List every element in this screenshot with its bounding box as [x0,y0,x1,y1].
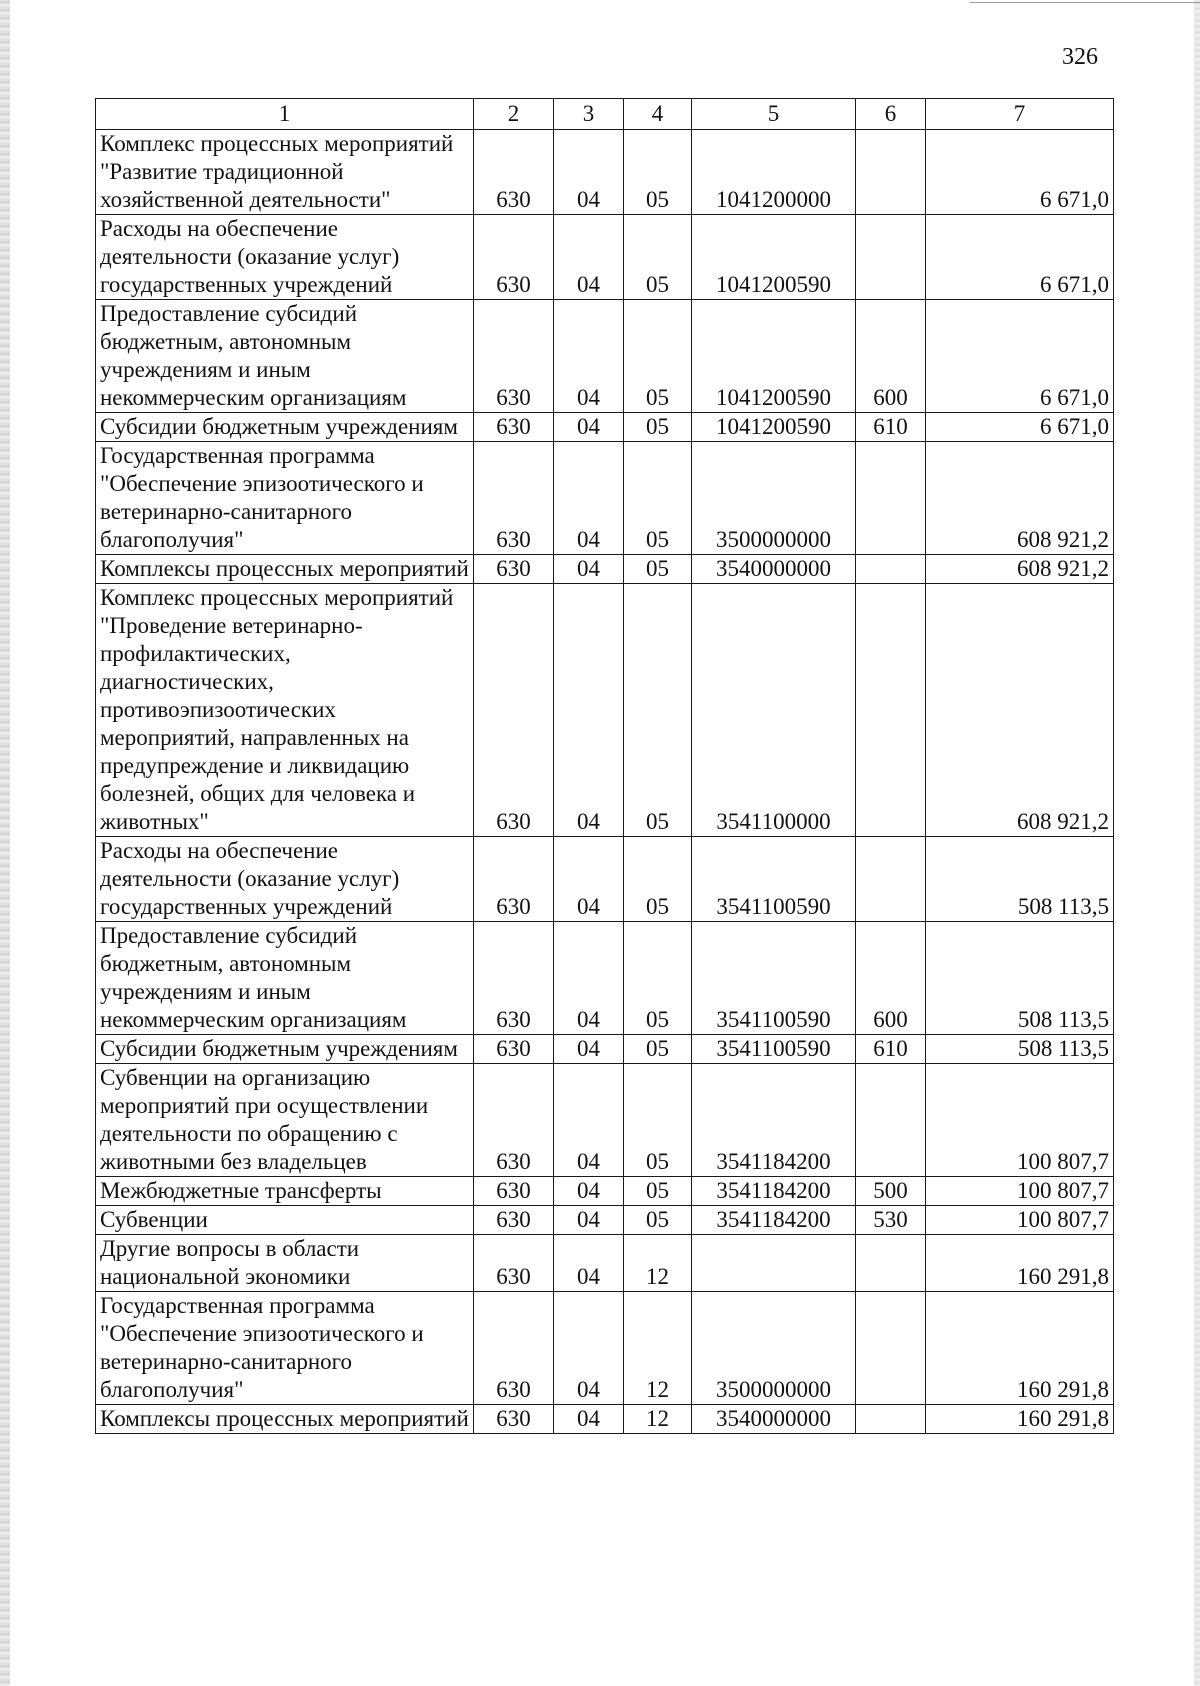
grbs-code: 630 [474,922,554,1035]
expense-type-code: 600 [856,922,926,1035]
subsection-code: 05 [624,442,692,555]
target-article-code: 3541184200 [692,1064,856,1177]
subsection-code: 05 [624,300,692,413]
expense-type-code: 610 [856,1035,926,1064]
section-code: 04 [554,1405,624,1434]
amount: 160 291,8 [926,1235,1114,1292]
grbs-code: 630 [474,584,554,837]
grbs-code: 630 [474,555,554,584]
section-code: 04 [554,922,624,1035]
section-code: 04 [554,300,624,413]
header-col-2: 2 [474,99,554,130]
expense-name: Комплексы процессных мероприятий [96,1405,474,1434]
target-article-code [692,1235,856,1292]
expense-name: Комплексы процессных мероприятий [96,555,474,584]
expense-name: Субвенции [96,1206,474,1235]
expense-name: Межбюджетные трансферты [96,1177,474,1206]
expense-type-code: 600 [856,300,926,413]
expense-name: Государственная программа "Обеспечение эпизоотического и ветеринарно-санитарного благополучия" [96,442,474,555]
table-row [96,555,1114,584]
target-article-code: 3541184200 [692,1206,856,1235]
scan-edge-right [1194,0,1200,1686]
section-code: 04 [554,1292,624,1405]
grbs-code: 630 [474,1206,554,1235]
section-code: 04 [554,442,624,555]
grbs-code: 630 [474,300,554,413]
amount: 160 291,8 [926,1292,1114,1405]
section-code: 04 [554,1235,624,1292]
target-article-code: 3541100000 [692,584,856,837]
subsection-code: 05 [624,837,692,922]
scan-top-line [970,2,1200,3]
grbs-code: 630 [474,1405,554,1434]
table-row [96,442,1114,555]
table-row [96,1206,1114,1235]
amount: 608 921,2 [926,584,1114,837]
table-row [96,922,1114,1035]
subsection-code: 12 [624,1292,692,1405]
expense-type-code: 500 [856,1177,926,1206]
grbs-code: 630 [474,1064,554,1177]
subsection-code: 05 [624,1177,692,1206]
target-article-code: 1041200590 [692,413,856,442]
subsection-code: 05 [624,413,692,442]
header-col-4: 4 [624,99,692,130]
subsection-code: 05 [624,1035,692,1064]
expense-type-code: 530 [856,1206,926,1235]
section-code: 04 [554,1064,624,1177]
target-article-code: 3541184200 [692,1177,856,1206]
target-article-code: 3540000000 [692,555,856,584]
table-row [96,215,1114,300]
expense-name: Субвенции на организацию мероприятий при осуществлении деятельности по обращению с животными без владельцев [96,1064,474,1177]
amount: 6 671,0 [926,300,1114,413]
grbs-code: 630 [474,130,554,215]
table-row [96,1235,1114,1292]
grbs-code: 630 [474,837,554,922]
expense-name: Другие вопросы в области национальной экономики [96,1235,474,1292]
target-article-code: 3541100590 [692,837,856,922]
grbs-code: 630 [474,1292,554,1405]
section-code: 04 [554,837,624,922]
header-col-1: 1 [96,99,474,130]
amount: 100 807,7 [926,1177,1114,1206]
amount: 608 921,2 [926,555,1114,584]
expense-name: Предоставление субсидий бюджетным, автономным учреждениям и иным некоммерческим организациям [96,300,474,413]
target-article-code: 3541100590 [692,922,856,1035]
amount: 160 291,8 [926,1405,1114,1434]
subsection-code: 05 [624,584,692,837]
table-row [96,584,1114,837]
expense-name: Расходы на обеспечение деятельности (оказание услуг) государственных учреждений [96,837,474,922]
section-code: 04 [554,1206,624,1235]
target-article-code: 3500000000 [692,1292,856,1405]
expense-name: Расходы на обеспечение деятельности (оказание услуг) государственных учреждений [96,215,474,300]
amount: 608 921,2 [926,442,1114,555]
expense-type-code [856,584,926,837]
amount: 508 113,5 [926,1035,1114,1064]
budget-table [95,98,1114,1434]
amount: 508 113,5 [926,922,1114,1035]
section-code: 04 [554,215,624,300]
table-row [96,1405,1114,1434]
scan-edge-left [0,0,10,1686]
expense-type-code: 610 [856,413,926,442]
expense-type-code [856,1235,926,1292]
table-row [96,130,1114,215]
grbs-code: 630 [474,215,554,300]
grbs-code: 630 [474,413,554,442]
section-code: 04 [554,413,624,442]
table-row [96,837,1114,922]
expense-name: Субсидии бюджетным учреждениям [96,1035,474,1064]
table-row [96,1177,1114,1206]
table-row [96,413,1114,442]
target-article-code: 3500000000 [692,442,856,555]
subsection-code: 05 [624,555,692,584]
amount: 100 807,7 [926,1064,1114,1177]
expense-type-code [856,555,926,584]
section-code: 04 [554,130,624,215]
grbs-code: 630 [474,1235,554,1292]
subsection-code: 05 [624,1064,692,1177]
table-row [96,1064,1114,1177]
expense-type-code [856,442,926,555]
target-article-code: 3540000000 [692,1405,856,1434]
expense-type-code [856,215,926,300]
section-code: 04 [554,1177,624,1206]
expense-name: Субсидии бюджетным учреждениям [96,413,474,442]
subsection-code: 05 [624,130,692,215]
section-code: 04 [554,555,624,584]
table-row [96,300,1114,413]
expense-type-code [856,1405,926,1434]
section-code: 04 [554,1035,624,1064]
header-col-7: 7 [926,99,1114,130]
subsection-code: 12 [624,1405,692,1434]
amount: 100 807,7 [926,1206,1114,1235]
grbs-code: 630 [474,442,554,555]
header-col-6: 6 [856,99,926,130]
target-article-code: 1041200590 [692,215,856,300]
grbs-code: 630 [474,1177,554,1206]
target-article-code: 1041200590 [692,300,856,413]
page-number: 326 [1062,44,1098,70]
amount: 6 671,0 [926,130,1114,215]
subsection-code: 05 [624,922,692,1035]
header-row [96,99,1114,130]
target-article-code: 3541100590 [692,1035,856,1064]
amount: 508 113,5 [926,837,1114,922]
amount: 6 671,0 [926,215,1114,300]
expense-name: Предоставление субсидий бюджетным, автономным учреждениям и иным некоммерческим организациям [96,922,474,1035]
expense-type-code [856,1292,926,1405]
amount: 6 671,0 [926,413,1114,442]
expense-type-code [856,130,926,215]
expense-name: Комплекс процессных мероприятий "Проведение ветеринарно-профилактических, диагностических, противоэпизоотических мероприятий, направленных на предупреждение и ликвидацию болезней, общих для человека и животных" [96,584,474,837]
expense-name: Комплекс процессных мероприятий "Развитие традиционной хозяйственной деятельности" [96,130,474,215]
table-row [96,1292,1114,1405]
table-row [96,1035,1114,1064]
subsection-code: 05 [624,1206,692,1235]
section-code: 04 [554,584,624,837]
subsection-code: 12 [624,1235,692,1292]
expense-type-code [856,837,926,922]
expense-type-code [856,1064,926,1177]
expense-name: Государственная программа "Обеспечение эпизоотического и ветеринарно-санитарного благополучия" [96,1292,474,1405]
header-col-3: 3 [554,99,624,130]
grbs-code: 630 [474,1035,554,1064]
header-col-5: 5 [692,99,856,130]
target-article-code: 1041200000 [692,130,856,215]
subsection-code: 05 [624,215,692,300]
